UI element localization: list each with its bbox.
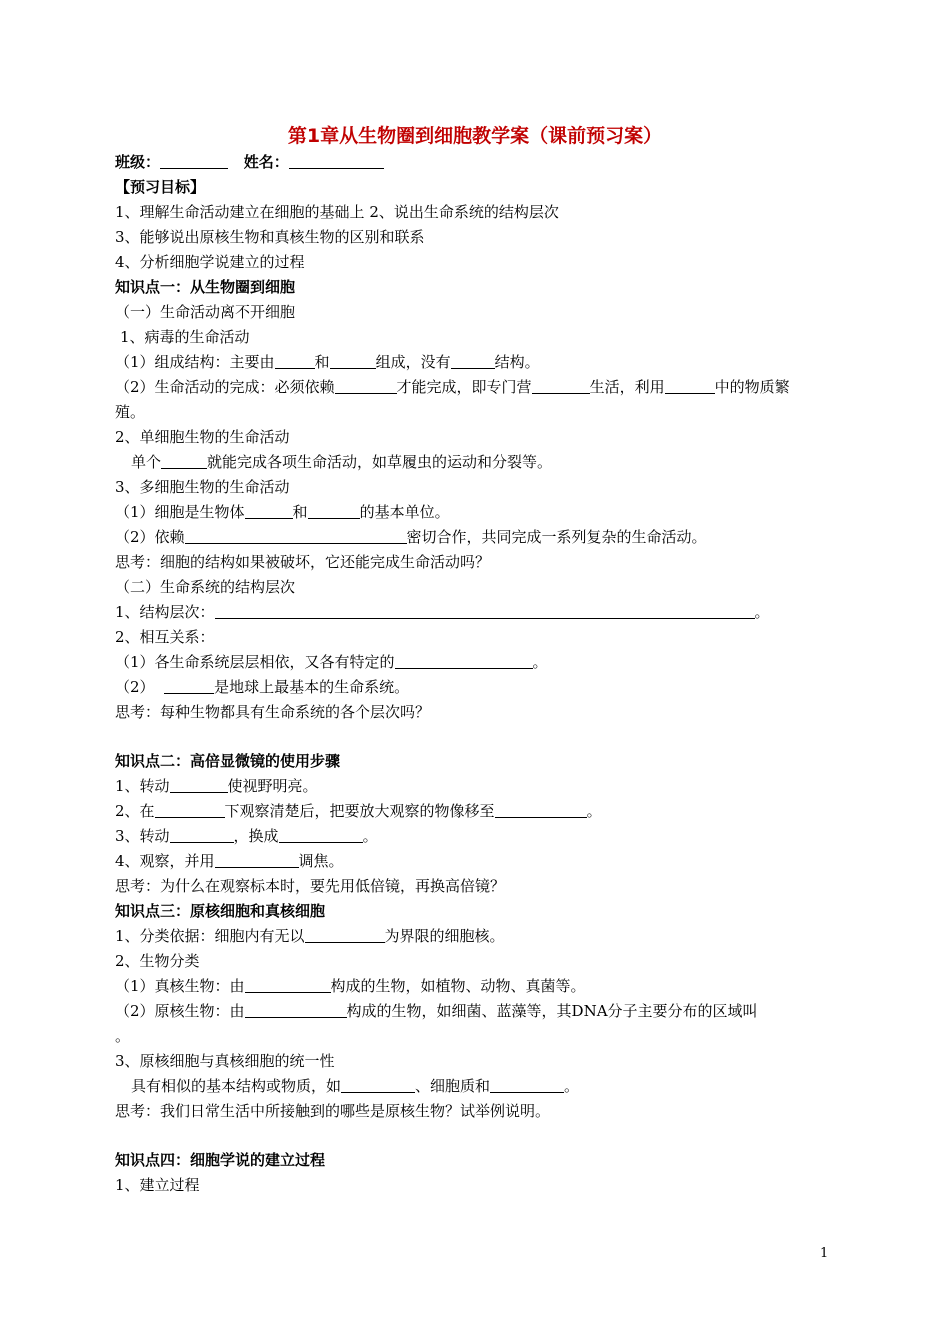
text: （1）细胞是生物体	[115, 503, 245, 521]
name-label: 姓名：	[243, 153, 289, 171]
page-title: 第1章从生物圈到细胞教学案（课前预习案）	[287, 125, 663, 147]
blank[interactable]	[490, 1076, 564, 1093]
blank[interactable]	[245, 1001, 347, 1018]
text: 中的物质繁	[714, 378, 790, 396]
k2-heading: 知识点二：高倍显微镜的使用步骤	[115, 752, 341, 770]
goal-1-2: 1、理解生命活动建立在细胞的基础上 2、说出生命系统的结构层次	[115, 203, 559, 221]
text: 调焦。	[298, 852, 344, 870]
text: 和	[292, 503, 308, 521]
text: （2）依赖	[115, 528, 185, 546]
blank[interactable]	[245, 976, 331, 993]
text: （2）	[115, 678, 155, 696]
text: 。	[564, 1077, 580, 1095]
k4-step-1: 1、建立过程	[115, 1176, 200, 1194]
text: 为界限的细胞核。	[384, 927, 505, 945]
text: 3、转动	[115, 827, 170, 845]
text: （1）各生命系统层层相依，又各有特定的	[115, 653, 395, 671]
think-2: 思考：每种生物都具有生命系统的各个层次吗？	[115, 703, 431, 721]
blank[interactable]	[395, 652, 533, 669]
k1-virus-title: 1、病毒的生命活动	[120, 328, 250, 346]
text: 。	[532, 653, 548, 671]
text: 1、结构层次：	[115, 603, 215, 621]
text: 构成的生物，如细菌、蓝藻等，其DNA分子主要分布的区域叫	[346, 1002, 758, 1020]
k2-step-1	[115, 774, 318, 798]
blank[interactable]	[275, 352, 315, 369]
blank[interactable]	[215, 851, 299, 868]
blank[interactable]	[155, 801, 225, 818]
blank[interactable]	[335, 377, 397, 394]
blank[interactable]	[305, 926, 385, 943]
blank[interactable]	[330, 352, 376, 369]
text: 是地球上最基本的生命系统。	[214, 678, 410, 696]
virus-structure-line	[115, 350, 540, 374]
k2-step-3	[115, 824, 378, 848]
text: 生活，利用	[589, 378, 665, 396]
k3-unity-title: 3、原核细胞与真核细胞的统一性	[115, 1052, 335, 1070]
name-blank[interactable]	[289, 152, 384, 169]
text: 结构。	[494, 353, 540, 371]
text: 密切合作，共同完成一系列复杂的生命活动。	[406, 528, 707, 546]
levels-line	[115, 600, 770, 624]
blank[interactable]	[164, 677, 214, 694]
text: 。	[362, 827, 378, 845]
blank[interactable]	[185, 527, 407, 544]
blank[interactable]	[532, 377, 590, 394]
k1-section-1: （一）生命活动离不开细胞	[115, 303, 296, 321]
multi-cell-title: 3、多细胞生物的生命活动	[115, 478, 290, 496]
blank[interactable]	[245, 502, 293, 519]
blank[interactable]	[665, 377, 715, 394]
class-blank[interactable]	[160, 152, 228, 169]
text: 2、在	[115, 802, 155, 820]
k1-section-2: （二）生命系统的结构层次	[115, 578, 296, 596]
text: 。	[754, 603, 770, 621]
text: （2）原核生物：由	[115, 1002, 245, 1020]
k1-heading: 知识点一：从生物圈到细胞	[115, 278, 296, 296]
k2-think: 思考：为什么在观察标本时，要先用低倍镜，再换高倍镜？	[115, 877, 506, 895]
blank[interactable]	[279, 826, 363, 843]
blank[interactable]	[341, 1076, 415, 1093]
k3-classification: 2、生物分类	[115, 952, 200, 970]
text: 和	[314, 353, 330, 371]
virus-activity-cont: 殖。	[115, 403, 146, 421]
blank[interactable]	[451, 352, 495, 369]
goal-4: 4、分析细胞学说建立的过程	[115, 253, 305, 271]
class-label: 班级：	[115, 153, 161, 171]
text: ，换成	[233, 827, 279, 845]
text: 单个	[131, 453, 162, 471]
k3-prokaryote	[115, 999, 758, 1023]
text: 使视野明亮。	[227, 777, 318, 795]
student-info-line	[115, 150, 384, 174]
blank[interactable]	[495, 801, 587, 818]
page-number: 1	[820, 1246, 829, 1261]
text: 才能完成，即专门营	[396, 378, 532, 396]
k3-unity-line	[131, 1074, 579, 1098]
text: 构成的生物，如植物、动物、真菌等。	[330, 977, 586, 995]
text: 组成，没有	[375, 353, 451, 371]
multi-cell-line-2	[115, 525, 707, 549]
goals-heading: 【预习目标】	[115, 178, 206, 196]
blank[interactable]	[170, 776, 228, 793]
blank[interactable]	[170, 826, 234, 843]
single-cell-title: 2、单细胞生物的生命活动	[115, 428, 290, 446]
text: 的基本单位。	[359, 503, 450, 521]
single-cell-line	[131, 450, 552, 474]
relation-line-1	[115, 650, 548, 674]
text: 4、观察，并用	[115, 852, 215, 870]
k2-step-2	[115, 799, 602, 823]
blank[interactable]	[161, 452, 207, 469]
think-1: 思考：细胞的结构如果被破坏，它还能完成生命活动吗？	[115, 553, 491, 571]
relation-title: 2、相互关系：	[115, 628, 215, 646]
k3-eukaryote	[115, 974, 586, 998]
text: 1、分类依据：细胞内有无以	[115, 927, 305, 945]
text: 下观察清楚后，把要放大观察的物像移至	[224, 802, 495, 820]
k3-criterion	[115, 924, 505, 948]
text: （2）生命活动的完成：必须依赖	[115, 378, 335, 396]
k2-step-4	[115, 849, 344, 873]
goal-3: 3、能够说出原核生物和真核生物的区别和联系	[115, 228, 425, 246]
multi-cell-line-1	[115, 500, 450, 524]
text: 、细胞质和	[415, 1077, 491, 1095]
relation-line-2	[115, 675, 409, 699]
text: 1、转动	[115, 777, 170, 795]
k3-think: 思考：我们日常生活中所接触到的哪些是原核生物？试举例说明。	[115, 1102, 551, 1120]
text: 就能完成各项生命活动，如草履虫的运动和分裂等。	[207, 453, 553, 471]
k4-heading: 知识点四：细胞学说的建立过程	[115, 1151, 326, 1169]
virus-activity-line	[115, 375, 790, 399]
text: 具有相似的基本结构或物质，如	[131, 1077, 342, 1095]
text: （1）组成结构：主要由	[115, 353, 275, 371]
k3-heading: 知识点三：原核细胞和真核细胞	[115, 902, 326, 920]
blank[interactable]	[215, 602, 755, 619]
text: （1）真核生物：由	[115, 977, 245, 995]
text: 。	[586, 802, 602, 820]
k3-prokaryote-cont: 。	[115, 1027, 131, 1045]
blank[interactable]	[308, 502, 360, 519]
